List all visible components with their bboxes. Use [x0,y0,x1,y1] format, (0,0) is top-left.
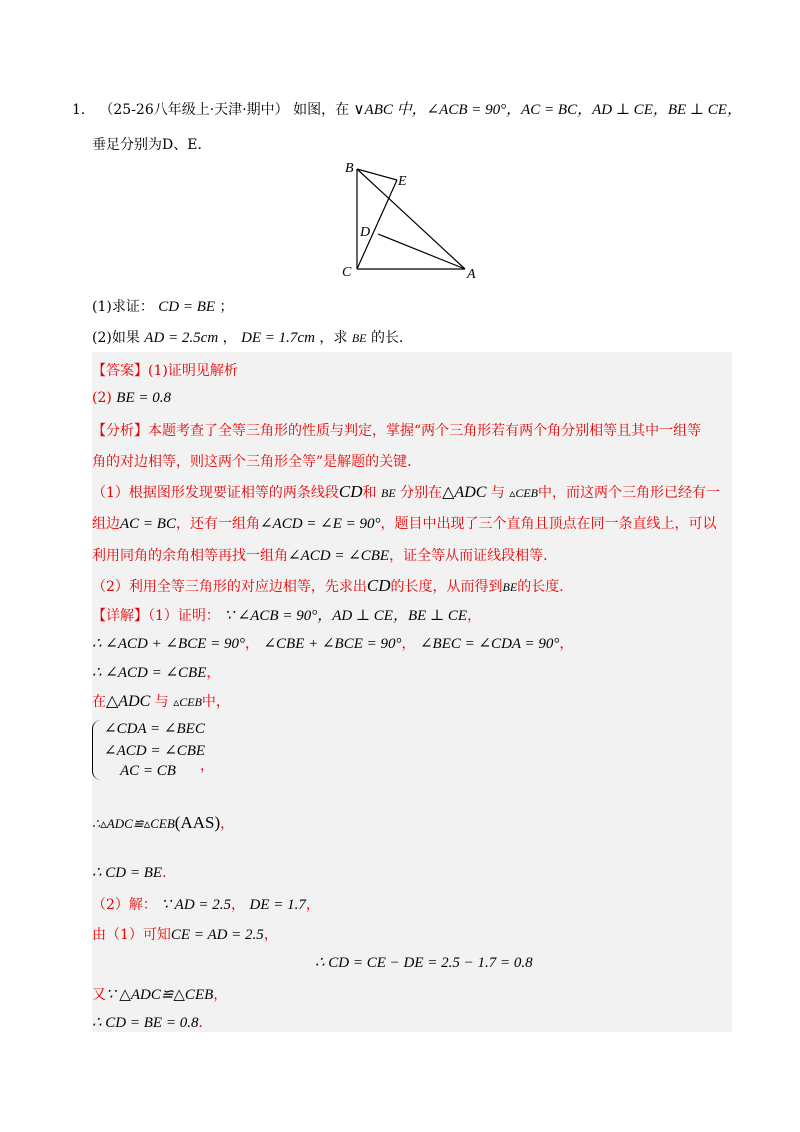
detail-line-1: 【详解】（1）证明： ∵ ∠ACB = 90°，AD ⊥ CE，BE ⊥ CE， [92,608,482,624]
question-source: （25-26八年级上·天津·期中） [99,102,289,118]
detail-tag: 【详解】 [92,608,148,624]
label-a: A [467,267,476,282]
answer-tag: 【答案】 [92,363,148,379]
part-1: (1)求证： CD = BE ； [92,299,234,315]
detail-line-4: 在△ADC 与 ▵CEB中， [92,693,230,710]
detail-line-6: ∴ CD = BE． [92,865,177,881]
analysis-p2: 组边AC = BC，还有一组角∠ACD = ∠E = 90°，题目中出现了三个直角且顶点在同一条直线上，可以 [92,516,717,532]
analysis-tag: 【分析】 [92,423,148,439]
detail-line-2: ∴ ∠ACD + ∠BCE = 90°， ∠CBE + ∠BCE = 90°， ∠BEC = ∠CDA = 90°， [92,636,574,652]
geometry-figure [335,152,485,286]
question-number: 1． [72,102,95,118]
answer-line-2: (2) BE = 0.8 [92,390,171,406]
segment-ad [378,234,465,269]
system-end: ， [200,758,214,774]
question-stem-line2: 垂足分别为D、E． [92,137,212,153]
system-line-1: ∠CDA = ∠BEC [104,721,205,737]
answer-line-1: 【答案】(1)证明见解析 [92,363,238,379]
label-b: B [345,161,354,176]
label-c: C [342,265,352,280]
part-2: (2)如果 AD = 2.5cm ， DE = 1.7cm ，求 BE 的长． [92,330,413,346]
analysis-line-1: 【分析】本题考查了全等三角形的性质与判定，掌握“两个三角形若有两个角分别相等且其中一组等 [92,423,702,439]
question-stem [72,98,742,119]
segment-ba [357,169,465,269]
detail-line-5: ∴▵ADC≌▵CEB(AAS)， [92,813,235,832]
question-stem-prefix: 如图，在 [293,102,350,118]
analysis-line-2: 角的对边相等，则这两个三角形全等”是解题的关键． [92,454,422,470]
detail-line-10: 又∵ △ADC≌△CEB， [92,987,228,1003]
analysis-p1: （1）根据图形发现要证相等的两条线段CD和 BE 分别在△ADC 与 ▵CEB中，而这两个三角形已经有一 [92,482,721,501]
system-line-3: AC = CB [120,763,176,779]
label-d: D [360,225,371,240]
detail-line-3: ∴ ∠ACD = ∠CBE， [92,665,221,681]
detail-line-11: ∴ CD = BE = 0.8． [92,1015,213,1031]
analysis-p4: （2）利用全等三角形的对应边相等，先求出CD的长度，从而得到BE的长度． [92,576,574,595]
label-e: E [398,174,407,189]
analysis-p3: 利用同角的余角相等再找一组角∠ACD = ∠CBE，证全等从而证线段相等． [92,548,558,564]
detail-line-8: 由（1）可知CE = AD = 2.5， [92,927,278,943]
system-brace [92,720,101,780]
question-stem-math: ∨ABC 中，∠ACB = 90°，AC = BC，AD ⊥ CE，BE ⊥ CE， [353,102,742,118]
detail-line-9: ∴ CD = CE − DE = 2.5 − 1.7 = 0.8 [315,955,533,971]
system-line-2: ∠ACD = ∠CBE [104,743,206,759]
detail-line-7: （2）解： ∵ AD = 2.5， DE = 1.7， [92,897,320,913]
